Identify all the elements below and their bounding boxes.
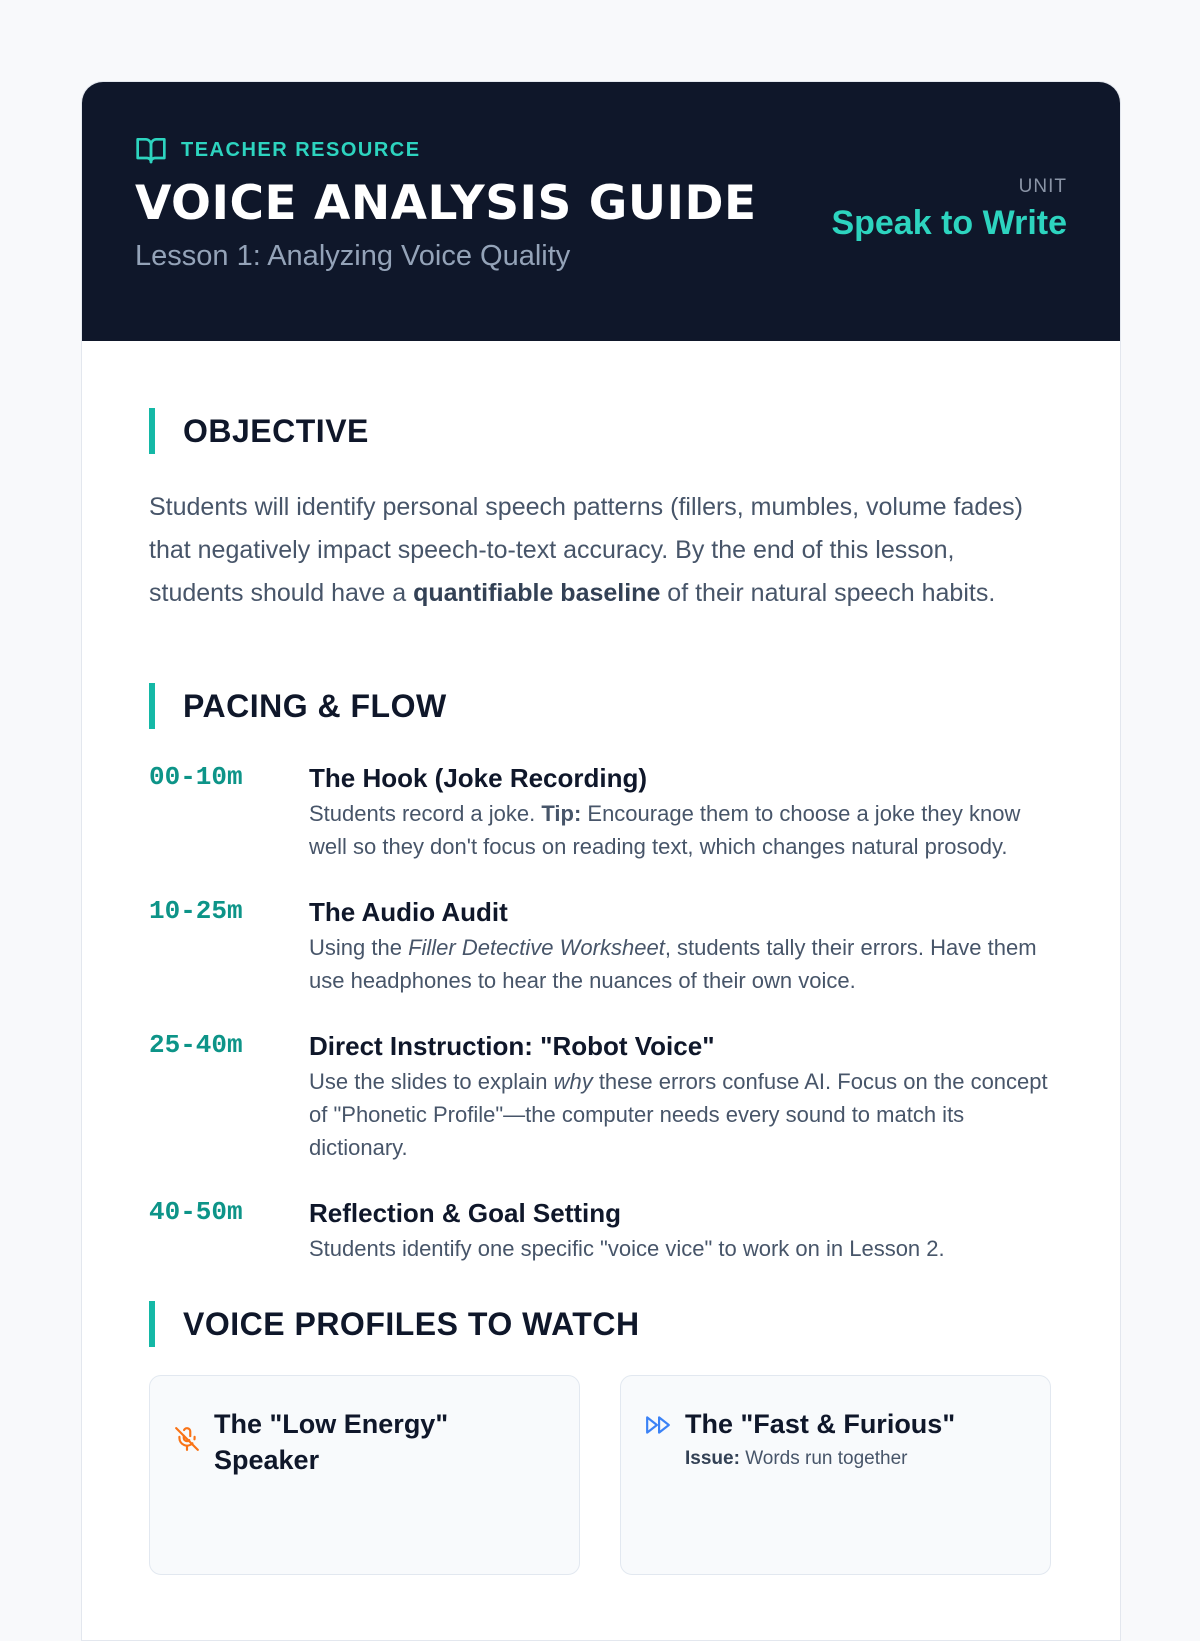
- timeline-row: [149, 1029, 1053, 1164]
- fast-forward-icon: [645, 1412, 671, 1438]
- heading-accent-bar: [149, 683, 155, 729]
- pacing-section: [149, 683, 1053, 1265]
- objective-text: Students will identify personal speech patterns (fillers, mumbles, volume fades) that negatively impact speech-to-text accuracy. By the end of this lesson, students should have a quantifiable baseline of their natural speech habits.: [149, 493, 1024, 607]
- profile-card-low-energy: [149, 1375, 580, 1575]
- guide-body: [82, 341, 1120, 1575]
- profile-card-fast-furious: [620, 1375, 1051, 1575]
- unit-name: Speak to Write: [831, 204, 1067, 242]
- book-open-icon: [135, 134, 167, 166]
- timeline-desc: Students record a joke. Tip: Encourage them to choose a joke they know well so they don't focus on reading text, which changes natural prosody.: [309, 801, 1021, 859]
- timeline-desc: Students identify one specific "voice vice" to work on in Lesson 2.: [309, 1236, 945, 1261]
- profile-content: [685, 1406, 955, 1544]
- pacing-timeline: [149, 761, 1053, 1265]
- timeline-time: 00-10m: [149, 762, 243, 792]
- profile-content: [214, 1406, 555, 1544]
- timeline-row: [149, 895, 1053, 997]
- timeline-title: The Hook (Joke Recording): [309, 763, 648, 793]
- heading-accent-bar: [149, 1301, 155, 1347]
- timeline-row: [149, 1196, 1053, 1265]
- page-title: VOICE ANALYSIS GUIDE: [135, 176, 757, 231]
- profiles-section: [149, 1301, 1053, 1575]
- guide-card: [81, 81, 1121, 1641]
- heading-accent-bar: [149, 408, 155, 454]
- timeline-content: [309, 1029, 1049, 1164]
- timeline-content: [309, 761, 1049, 863]
- timeline-title: Direct Instruction: "Robot Voice": [309, 1031, 715, 1061]
- eyebrow: [135, 134, 1067, 166]
- timeline-time: 40-50m: [149, 1197, 243, 1227]
- timeline-title: The Audio Audit: [309, 897, 508, 927]
- section-heading: [149, 408, 1053, 454]
- timeline-time: 25-40m: [149, 1030, 243, 1060]
- mic-off-icon: [174, 1426, 200, 1452]
- timeline-content: [309, 1196, 1049, 1265]
- guide-header: [82, 82, 1120, 341]
- timeline-row: [149, 761, 1053, 863]
- page-subtitle: Lesson 1: Analyzing Voice Quality: [135, 239, 571, 272]
- objective-emphasis: quantifiable baseline: [413, 579, 661, 607]
- profile-title: The "Low Energy" Speaker: [214, 1409, 449, 1475]
- objective-heading: OBJECTIVE: [183, 412, 369, 449]
- objective-section: [149, 408, 1053, 615]
- timeline-content: [309, 895, 1049, 997]
- pacing-heading: PACING & FLOW: [183, 687, 447, 724]
- profile-issue: Issue: Words run together: [685, 1448, 908, 1469]
- section-heading: [149, 1301, 1053, 1347]
- profile-title: The "Fast & Furious": [685, 1409, 956, 1439]
- profiles-heading: VOICE PROFILES TO WATCH: [183, 1305, 640, 1342]
- unit-label: UNIT: [1018, 176, 1067, 197]
- eyebrow-label: TEACHER RESOURCE: [181, 138, 421, 161]
- profile-grid: [149, 1375, 1053, 1575]
- section-heading: [149, 683, 1053, 729]
- timeline-time: 10-25m: [149, 896, 243, 926]
- timeline-desc: Using the Filler Detective Worksheet, students tally their errors. Have them use headphones to hear the nuances of their own voice.: [309, 935, 1037, 993]
- unit-block: [831, 176, 1067, 243]
- timeline-title: Reflection & Goal Setting: [309, 1198, 622, 1228]
- timeline-desc: Use the slides to explain why these errors confuse AI. Focus on the concept of "Phonetic Profile"—the computer needs every sound to match its dictionary.: [309, 1069, 1048, 1160]
